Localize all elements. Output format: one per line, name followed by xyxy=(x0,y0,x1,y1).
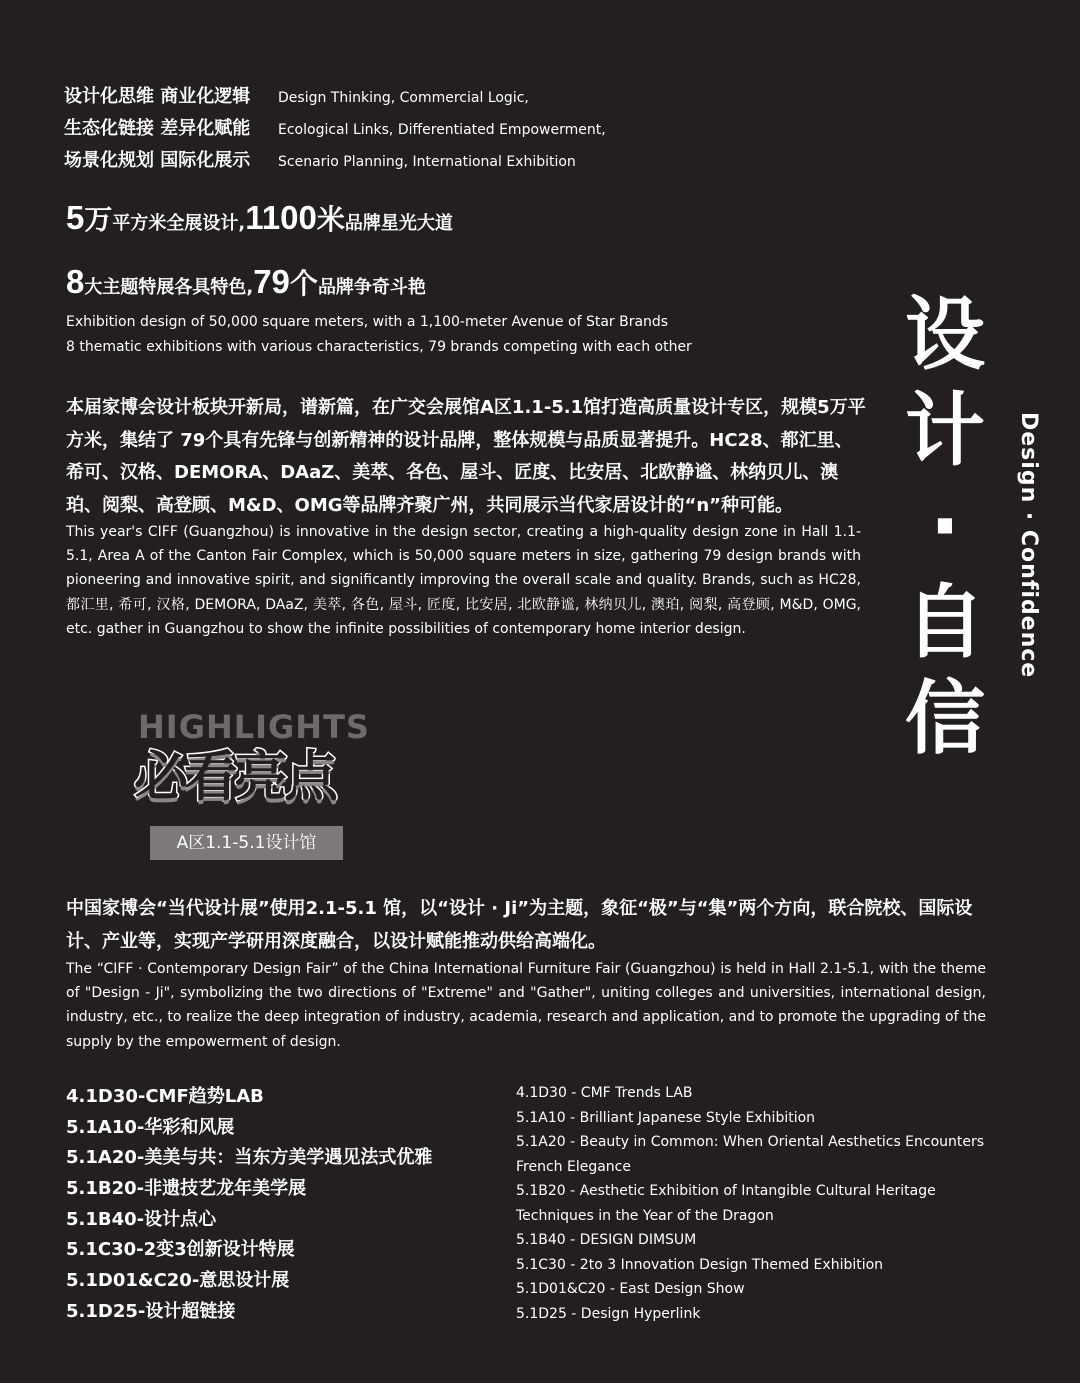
list-item: 5.1A10 - Brilliant Japanese Style Exhibition xyxy=(516,1109,816,1126)
stat-en-2: 8 thematic exhibitions with various characteristics, 79 brands competing with each other xyxy=(66,339,692,355)
list-item: 5.1A10-华彩和风展 xyxy=(66,1116,235,1138)
list-item: 5.1D01&C20 - East Design Show xyxy=(516,1281,745,1297)
intro-en: This year's CIFF (Guangzhou) is innovative in the design sector, creating a high-quality design zone in Hall 1.1-5.1, Area A of the Canton Fair Complex, which is 50,000 square meters in size, gathering 79 design brands with pioneering and innovative spirit, and significantly improving the overall scale and quality. Brands, such as HC28, 都汇里, 希可, 汉格, DEMORA, DAaZ, 美萃, 各色, 屋斗, 匠度, 比安居, 北欧静谧, 林纳贝儿, 澳珀, 阅梨, 高登顾, M&D, OMG, etc. gather in Guangzhou to show the infinite possibilities of contemporary home interior design. xyxy=(66,524,861,637)
slogan-row-2 xyxy=(64,114,606,138)
stat-text: 平方米全展设计, xyxy=(112,213,246,234)
list-item: 5.1A20 - Beauty in Common: When Oriental Aesthetics Encounters French Elegance xyxy=(516,1134,985,1175)
title-char: · xyxy=(929,480,961,573)
list-item: 5.1C30-2变3创新设计特展 xyxy=(66,1239,295,1261)
list-item: 5.1D25-设计超链接 xyxy=(66,1300,236,1322)
slogan-en: Ecological Links, Differentiated Empowerment, xyxy=(278,122,606,138)
exhibit-list-en xyxy=(516,1081,1006,1326)
slogan-cn: 设计化思维 商业化逻辑 xyxy=(64,86,251,107)
stat-text: 大主题特展各具特色, xyxy=(84,277,254,298)
fair-en: The “CIFF · Contemporary Design Fair” of the China International Furniture Fair (Guangzhou) is held in Hall 2.1-5.1, with the theme of "Design - Ji", symbolizing the two directions of "Extreme" and "Gather", uniting colleges and universities, international design, industry, etc., to realize the deep integration of industry, academia, research and application, and to promote the upgrading of the supply by the empowerment of design. xyxy=(66,961,986,1050)
list-item: 5.1B40 - DESIGN DIMSUM xyxy=(516,1232,697,1248)
list-item: 5.1B20-非遗技艺龙年美学展 xyxy=(66,1178,307,1200)
title-char: 设 xyxy=(905,288,985,381)
title-char: 信 xyxy=(905,672,985,765)
vertical-title-en: Design · Confidence xyxy=(1016,412,1041,679)
stat-en-1: Exhibition design of 50,000 square meters, with a 1,100-meter Avenue of Star Brands xyxy=(66,314,669,330)
list-item: 5.1B20 - Aesthetic Exhibition of Intangible Cultural Heritage Techniques in the Year of the Dragon xyxy=(516,1183,936,1224)
slogan-row-1 xyxy=(64,82,529,106)
stat-unit: 米 xyxy=(316,203,345,236)
fair-cn: 中国家博会“当代设计展”使用2.1-5.1 馆，以“设计 · Ji”为主题，象征“极”与“集”两个方向，联合院校、国际设计、产业等，实现产学研用深度融合，以设计赋能推动供给高端化。 xyxy=(66,898,973,952)
stat-number: 1100 xyxy=(245,199,317,236)
highlights-cn: 必看亮点 xyxy=(134,745,334,808)
slogan-cn: 场景化规划 国际化展示 xyxy=(64,150,251,171)
hall-badge: A区1.1-5.1设计馆 xyxy=(150,826,343,860)
title-char: 计 xyxy=(905,384,985,477)
slogan-row-3 xyxy=(64,146,576,170)
slogan-en: Scenario Planning, International Exhibition xyxy=(278,154,576,170)
stat-unit: 个 xyxy=(289,267,318,300)
highlights-en: HIGHLIGHTS xyxy=(138,708,370,746)
stat-number: 79 xyxy=(253,263,290,300)
title-char: 自 xyxy=(905,576,985,669)
list-item: 5.1A20-美美与共：当东方美学遇见法式优雅 xyxy=(66,1147,433,1169)
intro-cn: 本届家博会设计板块开新局，谱新篇，在广交会展馆A区1.1-5.1馆打造高质量设计专区，规模5万平方米，集结了 79个具有先锋与创新精神的设计品牌，整体规模与品质显著提升。HC28、都汇里、希可、汉格、DEMORA、DAaZ、美萃、各色、屋斗、匠度、比安居、北欧静谧、林纳贝儿、澳珀、阅梨、高登顾、M&D、OMG等品牌齐聚广州，共同展示当代家居设计的“n”种可能。 xyxy=(66,397,866,516)
stat-line-2 xyxy=(66,262,426,302)
stat-text: 品牌星光大道 xyxy=(344,213,453,234)
stat-number: 5 xyxy=(66,199,85,236)
vertical-title xyxy=(900,290,990,770)
list-item: 4.1D30-CMF趋势LAB xyxy=(66,1086,264,1107)
list-item: 4.1D30 - CMF Trends LAB xyxy=(516,1085,693,1101)
stat-unit: 万 xyxy=(84,203,113,236)
stat-text: 品牌争奇斗艳 xyxy=(317,277,426,298)
list-item: 5.1C30 - 2to 3 Innovation Design Themed Exhibition xyxy=(516,1256,884,1273)
stat-line-1 xyxy=(66,198,453,238)
slogan-en: Design Thinking, Commercial Logic, xyxy=(278,90,529,106)
stat-number: 8 xyxy=(66,263,85,300)
exhibit-list-cn xyxy=(66,1082,432,1328)
list-item: 5.1D25 - Design Hyperlink xyxy=(516,1305,701,1322)
list-item: 5.1D01&C20-意思设计展 xyxy=(66,1270,290,1292)
list-item: 5.1B40-设计点心 xyxy=(66,1208,217,1230)
slogan-cn: 生态化链接 差异化赋能 xyxy=(64,118,251,139)
